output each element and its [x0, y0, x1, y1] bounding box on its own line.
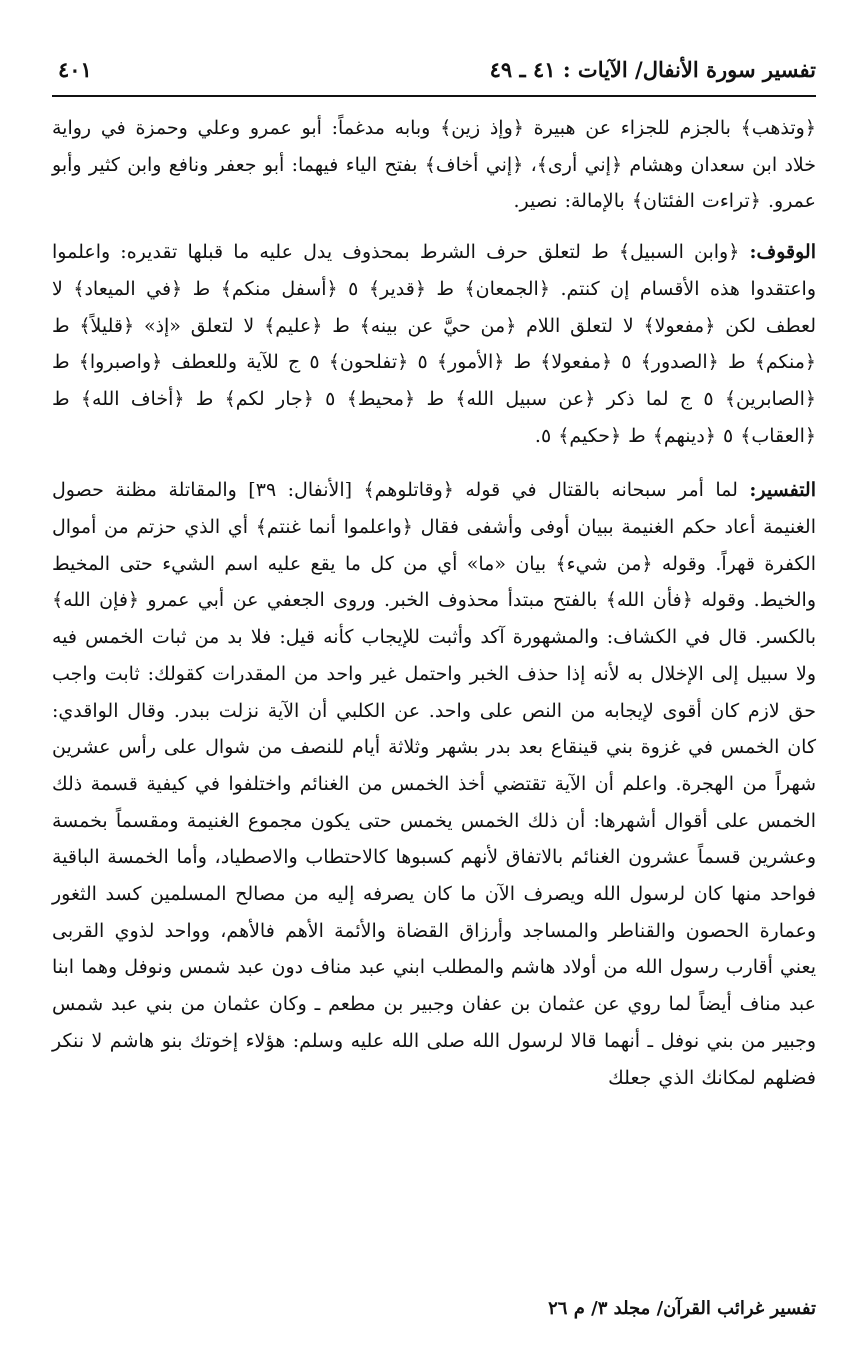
footer-signature: تفسير غرائب القرآن/ مجلد ٣/ م ٢٦	[548, 1298, 816, 1319]
paragraph-text: ﴿وابن السبيل﴾ ط لتعلق حرف الشرط بمحذوف يدل عليه ما قبلها تقديره: واعلموا واعتقدوا هذه الأقسام إن كنتم. ﴿الجمعان﴾ ط ﴿قدير﴾ ٥ ﴿أسفل منكم﴾ ط ﴿في الميعاد﴾ لا لعطف لكن ﴿مفعولا﴾ لا لتعلق اللام ﴿من حيَّ عن بينه﴾ ط ﴿عليم﴾ لا لتعلق «إذ» ﴿قليلاً﴾ ط ﴿منكم﴾ ط ﴿الصدور﴾ ٥ ﴿مفعولا﴾ ط ﴿الأمور﴾ ٥ ﴿تفلحون﴾ ٥ ج للآية وللعطف ﴿واصبروا﴾ ط ﴿الصابرين﴾ ٥ ج لما ذكر ﴿عن سبيل الله﴾ ط ﴿محيط﴾ ٥ ﴿جار لكم﴾ ط ﴿أخاف الله﴾ ط ﴿العقاب﴾ ٥ ﴿دينهم﴾ ط ﴿حكيم﴾ ٥.	[52, 241, 817, 447]
header-title: تفسير سورة الأنفال/ الآيات : ٤١ ـ ٤٩	[489, 57, 816, 82]
paragraph-waqf	[52, 234, 816, 454]
running-header	[52, 55, 816, 97]
paragraph-lead: الوقوف:	[749, 241, 816, 264]
paragraph-text: ﴿وتذهب﴾ بالجزم للجزاء عن هبيرة ﴿وإذ زين﴾ وبابه مدغماً: أبو عمرو وعلي وحمزة في رواية خلاد ابن سعدان وهشام ﴿إني أرى﴾، ﴿إني أخاف﴾ بفتح الياء فيهما: أبو جعفر ونافع وابن كثير وأبو عمرو. ﴿تراءت الفئتان﴾ بالإمالة: نصير.	[52, 117, 816, 213]
paragraph-text: لما أمر سبحانه بالقتال في قوله ﴿وقاتلوهم﴾ [الأنفال: ٣٩] والمقاتلة مظنة حصول الغنيمة أعاد حكم الغنيمة ببيان أوفى وأشفى فقال ﴿واعلموا أنما غنتم﴾ أي الذي حزتم من أموال الكفرة قهراً. وقوله ﴿من شيء﴾ بيان «ما» أي من كل ما يقع عليه اسم الشيء حتى المخيط والخيط. وقوله ﴿فأن الله﴾ بالفتح مبتدأ محذوف الخبر. وروى الجعفي عن أبي عمرو ﴿فإن الله﴾ بالكسر. قال في الكشاف: والمشهورة آكد وأثبت للإيجاب كأنه قيل: فلا بد من ثبات الخمس فيه ولا سبيل إلى الإخلال به لأنه إذا حذف الخبر واحتمل غير واحد من المقدرات كقولك: ثابت واجب حق لازم كان أقوى لإيجابه من النص على واحد. عن الكلبي أن الآية نزلت ببدر. وقال الواقدي: كان الخمس في غزوة بني قينقاع بعد بدر بشهر وثلاثة أيام للنصف من شوال على رأس عشرين شهراً من الهجرة. واعلم أن الآية تقتضي أخذ الخمس من الغنائم واختلفوا في كيفية قسمة ذلك الخمس على أقوال أشهرها: أن ذلك الخمس يخمس حتى يكون مجموع الغنيمة ومقسماً بخمسة وعشرين قسماً عشرون الغنائم بالاتفاق لأنهم كسبوها كالاحتطاب والاصطياد، وأما الخمسة الباقية فواحد منها كان لرسول الله ويصرف الآن ما كان يصرفه إليه من مصالح المسلمين كسد الثغور وعمارة الحصون والقناطر والمساجد وأرزاق القضاة والأئمة الأهم فالأهم، وواحد لذوي القربى يعني أقارب رسول الله من أولاد هاشم والمطلب ابني عبد مناف دون عبد شمس ونوفل وهما ابنا عبد مناف أيضاً لما روي عن عثمان بن عفان وجبير بن مطعم ـ وكان عثمان من بني عبد شمس وجبير من بني نوفل ـ أنهما قالا لرسول الله صلى الله عليه وسلم: هؤلاء إخوتك بنو هاشم لا ننكر فضلهم لمكانك الذي جعلك	[52, 479, 816, 1089]
paragraph-tafsir	[52, 472, 816, 1096]
paragraph-readings	[52, 110, 816, 220]
page-body	[52, 110, 816, 1112]
page-number: ٤٠١	[58, 57, 92, 82]
paragraph-lead: التفسير:	[749, 479, 816, 502]
